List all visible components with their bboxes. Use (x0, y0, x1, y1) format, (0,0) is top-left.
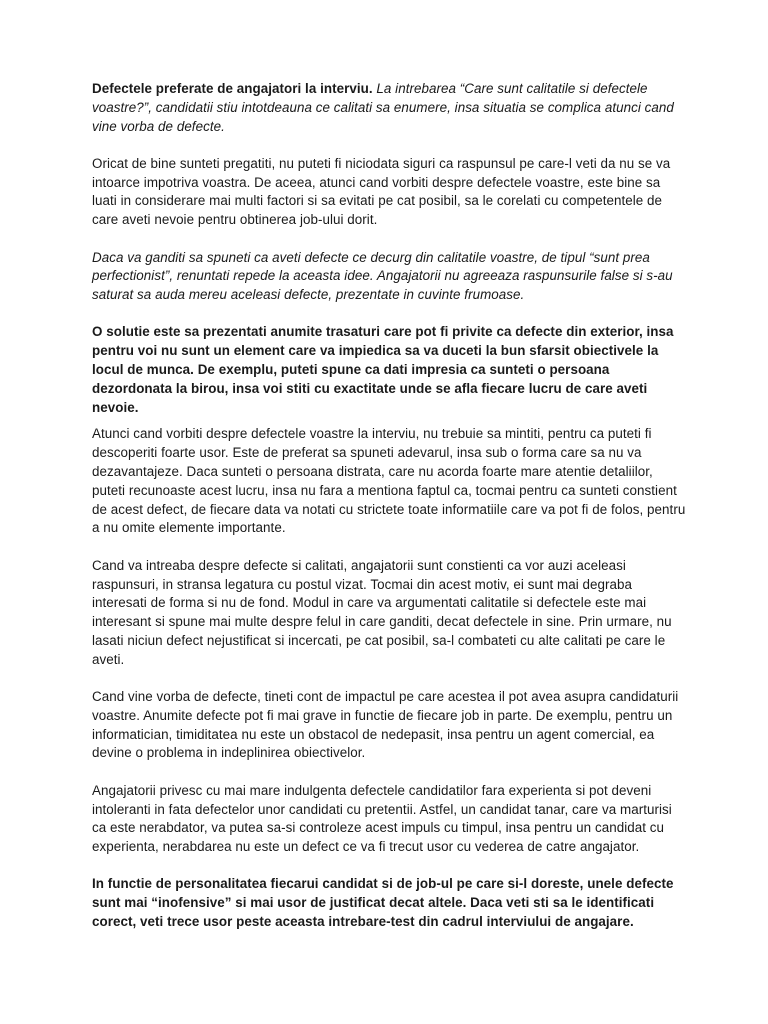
paragraph-2: Oricat de bine sunteti pregatiti, nu puteti fi niciodata siguri ca raspunsul pe care-l veti da nu se va intoarce impotriva voastra. De aceea, atunci cand vorbiti despre defectele voastre, este bine sa luati in considerare mai multi factori si sa evitati pe cat posibil, sa le corelati cu competentele de care aveti nevoie pentru obtinerea job-ului dorit. (92, 155, 671, 228)
article-title: Defectele preferate de angajatori la interviu. (92, 81, 373, 96)
paragraph-intro (92, 80, 686, 136)
paragraph-7: Cand vine vorba de defecte, tineti cont de impactul pe care acestea il pot avea asupra candidaturii voastre. Anumite defecte pot fi mai grave in functie de fiecare job in parte. De exemplu, pentru un informatician, timiditatea nu este un obstacol de nedepasit, insa pentru un agent comercial, ea devine o problema in indeplinirea obiectivelor. (92, 689, 679, 761)
paragraph-5: Atunci cand vorbiti despre defectele voastre la interviu, nu trebuie sa mintiti, pentru ca puteti fi descoperiti foarte usor. Este de preferat sa spuneti adevarul, insa sub o forma care sa nu va dezavantajeze. Daca sunteti o persoana distrata, care nu acorda foarte mare atentie detaliilor, puteti recunoaste acest lucru, insa nu fara a mentiona faptul ca, tocmai pentru ca sunteti constient de acest defect, de fiecare data va notati cu strictete toate informatiile care va pot fi de folos, pentru a nu omite elemente importante. (92, 426, 686, 536)
paragraph-6: Cand va intreaba despre defecte si calitati, angajatorii sunt constienti ca vor auzi aceleasi raspunsuri, in stransa legatura cu postul vizat. Tocmai din acest motiv, ei sunt mai degraba interesati de forma si nu de fond. Modul in care va argumentati calitatile si defectele este mai interesant si spune mai multe despre felul in care ganditi, decat defectele in sine. Prin urmare, nu lasati niciun defect nejustificat si incercati, pe cat posibil, sa-l combateti cu alte calitati pe care le aveti. (92, 557, 672, 667)
paragraph-4: O solutie este sa prezentati anumite trasaturi care pot fi privite ca defecte din exterior, insa pentru voi nu sunt un element care va impiedica sa va duceti la bun sfarsit obiectivele la locul de munca. De exemplu, puteti spune ca dati impresia ca sunteti o persoana dezordonata la birou, insa voi stiti cu exactitate unde se afla fiecare lucru de care aveti nevoie. (92, 324, 674, 415)
paragraph-8: Angajatorii privesc cu mai mare indulgenta defectele candidatilor fara experienta si pot deveni intoleranti in fata defectelor unor candidati cu pretentii. Astfel, un candidat tanar, care va marturisi ca este nerabdator, va putea sa-si controleze acest impuls cu timpul, insa pentru un candidat cu experienta, nerabdarea nu este un defect ce va fi trecut usor cu vederea de catre angajator. (92, 782, 672, 855)
paragraph-9: In functie de personalitatea fiecarui candidat si de job-ul pe care si-l doreste, unele defecte sunt mai “inofensive” si mai usor de justificat decat altele. Daca veti sti sa le identificati corect, veti trece usor peste aceasta intrebare-test din cadrul interviului de angajare. (92, 876, 674, 929)
intro-text: La intrebarea “Care sunt calitatile si defectele voastre?”, candidatii stiu intotdeauna ce calitati sa enumere, insa situatia se complica atunci cand vine vorba de defecte. (92, 81, 674, 134)
paragraph-3: Daca va ganditi sa spuneti ca aveti defecte ce decurg din calitatile voastre, de tipul “sunt prea perfectionist”, renuntati repede la aceasta idee. Angajatorii nu agreeaza raspunsurile false si s-au saturat sa auda mereu aceleasi defecte, prezentate in cuvinte frumoase. (92, 249, 673, 303)
